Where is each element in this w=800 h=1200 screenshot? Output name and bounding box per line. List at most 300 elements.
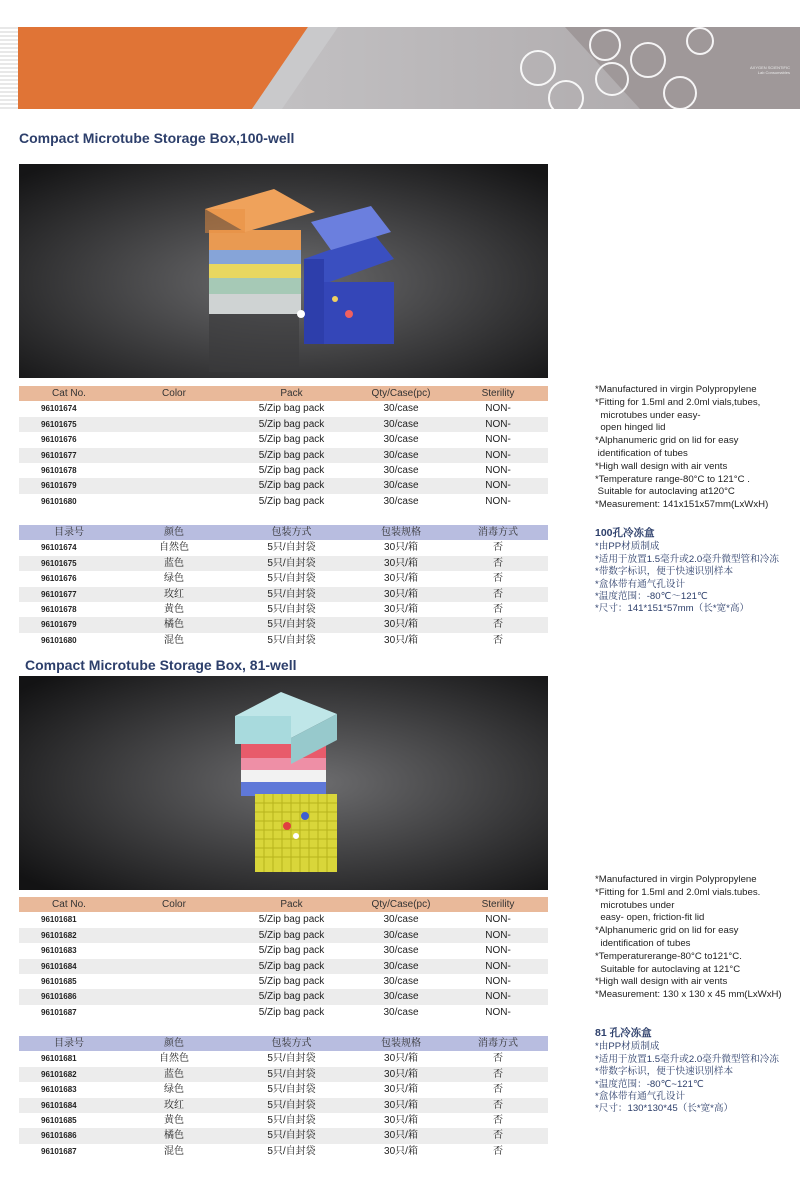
note-line: identification of tubes (595, 447, 688, 459)
cell-cat-no-text: 96101681 (41, 915, 77, 925)
note-line: *Alphanumeric grid on lid for easy (595, 435, 739, 447)
cell-qty-text: 30只/箱 (384, 604, 418, 616)
table-row (19, 1098, 548, 1113)
cell-sterility (448, 617, 548, 632)
table-row (19, 1082, 548, 1097)
cell-pack (229, 912, 354, 927)
cell-qty-text: 30/case (383, 495, 419, 507)
cell-pack-text: 5只/自封袋 (267, 634, 316, 646)
cell-sterility (448, 587, 548, 602)
table-row (19, 633, 548, 648)
note-line: *Fitting for 1.5ml and 2.0ml vials,tubes, (595, 396, 761, 408)
cell-color (119, 1051, 229, 1066)
cell-color-text: 混色 (164, 1145, 184, 1157)
cell-qty (354, 587, 448, 602)
cell-cat-no (19, 1144, 119, 1159)
cell-cat-no-text: 96101674 (41, 404, 77, 414)
cell-sterility (448, 633, 548, 648)
cell-color (119, 494, 229, 509)
cell-sterility (448, 1144, 548, 1159)
cell-pack-text: 5只/自封袋 (267, 1053, 316, 1065)
cell-cat-no (19, 556, 119, 571)
cell-pack-text: 5/Zip bag pack (258, 495, 325, 507)
cell-sterility (448, 556, 548, 571)
cell-sterility (448, 1067, 548, 1082)
table-row (19, 540, 548, 555)
cell-cat-no-text: 96101679 (41, 620, 77, 630)
cell-color (119, 912, 229, 927)
col-header-pack-cn: 包装方式 (229, 1036, 354, 1051)
col-header-qty: Qty/Case(pc) (354, 897, 448, 912)
cell-cat-no (19, 633, 119, 648)
cell-color (119, 602, 229, 617)
col-header-qty: Qty/Case(pc) (354, 386, 448, 401)
section-title-81-well: Compact Microtube Storage Box, 81-well (25, 657, 297, 673)
cell-pack (229, 432, 354, 447)
feature-notes-en-100-well (595, 384, 800, 512)
cell-qty (354, 912, 448, 927)
table-row (19, 1067, 548, 1082)
cell-sterility-text: NON- (485, 495, 511, 507)
feature-notes-en-81-well (595, 874, 800, 1002)
table-row (19, 974, 548, 989)
cell-qty-text: 30/case (383, 960, 419, 972)
cell-qty (354, 1067, 448, 1082)
cell-cat-no (19, 540, 119, 555)
cell-cat-no-text: 96101683 (41, 946, 77, 956)
col-header-qty-cn: 包装规格 (354, 525, 448, 540)
cell-cat-no (19, 943, 119, 958)
cell-cat-no-text: 96101685 (41, 1116, 77, 1126)
col-header-cat-no: Cat No. (19, 386, 119, 401)
product-photo-100-well (19, 164, 548, 378)
cell-qty-text: 30只/箱 (384, 634, 418, 646)
cell-sterility-text: NON- (485, 991, 511, 1003)
cell-qty-text: 30只/箱 (384, 1053, 418, 1065)
cell-sterility-text: 否 (493, 604, 503, 616)
cell-sterility-text: 否 (493, 1068, 503, 1080)
cell-color-text: 玫红 (164, 588, 184, 600)
cell-qty-text: 30/case (383, 945, 419, 957)
cell-cat-no-text: 96101682 (41, 1069, 77, 1079)
cell-qty (354, 974, 448, 989)
note-line: *带数字标识，便于快速识别样本 (595, 1066, 734, 1078)
note-line: *由PP材质制成 (595, 541, 660, 553)
note-line: *尺寸：130*130*45（长*宽*高） (595, 1103, 734, 1115)
cell-cat-no (19, 1051, 119, 1066)
table-row (19, 1144, 548, 1159)
table-row (19, 943, 548, 958)
cell-color (119, 401, 229, 416)
cell-color-text: 橘色 (164, 619, 184, 631)
cell-sterility-text: 否 (493, 542, 503, 554)
cell-color (119, 1067, 229, 1082)
cell-cat-no (19, 1082, 119, 1097)
col-header-sterility-cn: 消毒方式 (448, 525, 548, 540)
cell-sterility-text: 否 (493, 1053, 503, 1065)
cell-cat-no (19, 587, 119, 602)
cn-heading: 81 孔冷冻盒 (595, 1027, 652, 1039)
cell-pack-text: 5只/自封袋 (267, 604, 316, 616)
col-header-pack-cn: 包装方式 (229, 525, 354, 540)
table-row (19, 432, 548, 447)
cell-qty (354, 463, 448, 478)
note-line: easy- open, friction-fit lid (595, 912, 705, 924)
note-line: open hinged lid (595, 422, 666, 434)
col-header-color: Color (119, 386, 229, 401)
note-line: *带数字标识，便于快速识别样本 (595, 566, 734, 578)
cn-notes-list (595, 541, 800, 615)
cell-pack-text: 5只/自封袋 (267, 542, 316, 554)
cell-pack-text: 5/Zip bag pack (258, 976, 325, 988)
cell-sterility (448, 602, 548, 617)
cell-cat-no-text: 96101679 (41, 481, 77, 491)
cell-cat-no (19, 463, 119, 478)
cell-qty (354, 633, 448, 648)
cell-pack-text: 5/Zip bag pack (258, 418, 325, 430)
cell-qty (354, 401, 448, 416)
cell-cat-no-text: 96101675 (41, 419, 77, 429)
cell-sterility (448, 1005, 548, 1020)
cell-sterility-text: 否 (493, 1130, 503, 1142)
cell-qty-text: 30只/箱 (384, 1099, 418, 1111)
cell-pack (229, 617, 354, 632)
cell-cat-no-text: 96101675 (41, 558, 77, 568)
cell-sterility-text: NON- (485, 403, 511, 415)
cell-sterility (448, 989, 548, 1004)
cell-color (119, 556, 229, 571)
banner-side-stripes (0, 27, 18, 109)
cell-qty (354, 1051, 448, 1066)
cell-sterility-text: NON- (485, 465, 511, 477)
spec-rows (19, 912, 548, 1020)
col-header-cat-no: Cat No. (19, 897, 119, 912)
cell-qty-text: 30/case (383, 480, 419, 492)
cell-qty (354, 556, 448, 571)
cell-color-text: 混色 (164, 634, 184, 646)
note-line: *盒体带有通气孔设计 (595, 1091, 686, 1103)
cell-pack-text: 5/Zip bag pack (258, 480, 325, 492)
spec-rows (19, 1051, 548, 1159)
cell-color (119, 974, 229, 989)
note-line: *Manufactured in virgin Polypropylene (595, 384, 757, 395)
cell-sterility-text: NON- (485, 480, 511, 492)
spec-table-cn-100-well (19, 525, 548, 648)
cell-pack-text: 5只/自封袋 (267, 557, 316, 569)
cell-cat-no-text: 96101674 (41, 543, 77, 553)
cell-cat-no-text: 96101683 (41, 1085, 77, 1095)
table-row (19, 1051, 548, 1066)
col-header-sterility: Sterility (448, 386, 548, 401)
cell-pack (229, 571, 354, 586)
cell-cat-no-text: 96101678 (41, 466, 77, 476)
cell-sterility (448, 1098, 548, 1113)
cell-sterility (448, 432, 548, 447)
cell-sterility-text: NON- (485, 434, 511, 446)
note-line: *适用于放置1.5毫升或2.0毫升微型管和冷冻 (595, 553, 779, 565)
cell-pack-text: 5/Zip bag pack (258, 403, 325, 415)
cell-pack-text: 5只/自封袋 (267, 619, 316, 631)
cell-pack (229, 1144, 354, 1159)
cell-pack-text: 5/Zip bag pack (258, 945, 325, 957)
cell-pack-text: 5只/自封袋 (267, 588, 316, 600)
cell-qty (354, 478, 448, 493)
note-line: *尺寸：141*151*57mm（长*宽*高） (595, 603, 750, 615)
cell-qty (354, 1098, 448, 1113)
cell-sterility (448, 943, 548, 958)
cell-qty (354, 943, 448, 958)
note-line: *Manufactured in virgin Polypropylene (595, 874, 757, 885)
col-header-sterility-cn: 消毒方式 (448, 1036, 548, 1051)
cell-color (119, 1144, 229, 1159)
note-line: microtubes under (595, 899, 675, 911)
cell-sterility-text: NON- (485, 929, 511, 941)
cell-sterility-text: 否 (493, 1115, 503, 1127)
feature-notes-cn-81-well (595, 1027, 800, 1116)
cell-cat-no (19, 432, 119, 447)
cell-cat-no (19, 912, 119, 927)
table-row (19, 494, 548, 509)
cell-cat-no-text: 96101687 (41, 1007, 77, 1017)
cell-pack (229, 1051, 354, 1066)
cell-qty (354, 448, 448, 463)
cell-qty-text: 30/case (383, 1006, 419, 1018)
cell-color (119, 432, 229, 447)
cell-sterility-text: NON- (485, 418, 511, 430)
cell-qty-text: 30只/箱 (384, 1145, 418, 1157)
note-line: *Measurement: 141x151x57mm(LxWxH) (595, 499, 769, 511)
cell-qty (354, 540, 448, 555)
cell-pack-text: 5只/自封袋 (267, 1068, 316, 1080)
cell-cat-no-text: 96101677 (41, 589, 77, 599)
cell-sterility-text: NON- (485, 960, 511, 972)
cell-color (119, 1098, 229, 1113)
cell-cat-no-text: 96101684 (41, 961, 77, 971)
cell-sterility-text: 否 (493, 634, 503, 646)
spec-rows (19, 540, 548, 648)
note-line: *Measurement: 130 x 130 x 45 mm(LxWxH) (595, 989, 782, 1001)
cell-color (119, 1082, 229, 1097)
table-row (19, 478, 548, 493)
cell-color (119, 989, 229, 1004)
cell-sterility (448, 959, 548, 974)
cell-cat-no (19, 1098, 119, 1113)
cell-color-text: 玫红 (164, 1099, 184, 1111)
cell-pack (229, 602, 354, 617)
note-line: *温度范围：-80℃～121℃ (595, 591, 708, 603)
cell-pack-text: 5/Zip bag pack (258, 1006, 325, 1018)
spec-rows (19, 401, 548, 509)
cell-pack (229, 540, 354, 555)
cell-cat-no (19, 602, 119, 617)
cell-pack-text: 5只/自封袋 (267, 1084, 316, 1096)
note-line: *适用于放置1.5毫升或2.0毫升微型管和冷冻 (595, 1053, 779, 1065)
cell-qty-text: 30/case (383, 976, 419, 988)
cell-color (119, 1113, 229, 1128)
cell-qty (354, 617, 448, 632)
spec-table-en-100-well (19, 386, 548, 509)
table-row (19, 1113, 548, 1128)
col-header-pack: Pack (229, 897, 354, 912)
cell-pack (229, 556, 354, 571)
table-row (19, 959, 548, 974)
note-line: *High wall design with air vents (595, 460, 728, 472)
cell-color-text: 绿色 (164, 1084, 184, 1096)
note-line: *Alphanumeric grid on lid for easy (595, 925, 739, 937)
cell-pack-text: 5/Zip bag pack (258, 929, 325, 941)
cell-pack-text: 5/Zip bag pack (258, 449, 325, 461)
cell-color-text: 自然色 (159, 542, 189, 554)
cell-pack-text: 5/Zip bag pack (258, 991, 325, 1003)
cell-cat-no (19, 928, 119, 943)
cell-qty-text: 30/case (383, 914, 419, 926)
spec-table-en-81-well (19, 897, 548, 1020)
cell-color (119, 587, 229, 602)
cell-cat-no (19, 1113, 119, 1128)
cell-sterility-text: NON- (485, 914, 511, 926)
cell-pack-text: 5/Zip bag pack (258, 465, 325, 477)
table-row (19, 928, 548, 943)
cell-cat-no-text: 96101676 (41, 435, 77, 445)
cell-color (119, 959, 229, 974)
spec-table-cn-81-well (19, 1036, 548, 1159)
note-line: *Temperature range-80°C to 121°C . (595, 473, 750, 485)
cell-cat-no-text: 96101682 (41, 930, 77, 940)
cell-cat-no-text: 96101677 (41, 450, 77, 460)
cell-pack (229, 478, 354, 493)
cell-pack-text: 5只/自封袋 (267, 1145, 316, 1157)
table-row (19, 989, 548, 1004)
cn-notes-list (595, 1041, 800, 1115)
cell-qty-text: 30/case (383, 403, 419, 415)
table-row (19, 448, 548, 463)
cell-pack (229, 974, 354, 989)
cell-pack-text: 5只/自封袋 (267, 1115, 316, 1127)
cell-cat-no-text: 96101681 (41, 1054, 77, 1064)
cell-qty-text: 30只/箱 (384, 1115, 418, 1127)
cell-qty (354, 571, 448, 586)
cell-pack (229, 463, 354, 478)
banner-small-text-1: AXYGEN SCIENTIFIC (749, 65, 790, 70)
note-line: identification of tubes (595, 937, 691, 949)
cell-cat-no (19, 494, 119, 509)
cell-pack (229, 448, 354, 463)
cell-cat-no-text: 96101686 (41, 1131, 77, 1141)
cell-qty (354, 494, 448, 509)
cell-qty (354, 928, 448, 943)
cell-pack (229, 1113, 354, 1128)
note-line: *Fitting for 1.5ml and 2.0ml vials.tubes. (595, 886, 761, 898)
table-row (19, 571, 548, 586)
cell-sterility-text: 否 (493, 557, 503, 569)
cell-cat-no (19, 417, 119, 432)
col-header-color-cn: 颜色 (119, 525, 229, 540)
cell-pack (229, 633, 354, 648)
note-line: *盒体带有通气孔设计 (595, 578, 686, 590)
cell-cat-no (19, 448, 119, 463)
cell-pack (229, 943, 354, 958)
col-header-color: Color (119, 897, 229, 912)
cell-pack (229, 1098, 354, 1113)
cell-pack (229, 1128, 354, 1143)
header-banner (0, 27, 800, 109)
cn-heading: 100孔冷冻盒 (595, 527, 655, 539)
cell-sterility-text: NON- (485, 1006, 511, 1018)
cell-qty (354, 1113, 448, 1128)
banner-small-text (735, 65, 790, 75)
cell-color-text: 自然色 (159, 1053, 189, 1065)
cell-cat-no (19, 571, 119, 586)
cell-color (119, 448, 229, 463)
cell-sterility-text: 否 (493, 619, 503, 631)
cell-qty-text: 30/case (383, 465, 419, 477)
cell-pack (229, 1005, 354, 1020)
cell-qty-text: 30只/箱 (384, 557, 418, 569)
cell-qty-text: 30/case (383, 449, 419, 461)
cell-sterility (448, 912, 548, 927)
note-line: Suitable for autoclaving at120°C (595, 486, 735, 498)
cell-color-text: 蓝色 (164, 1068, 184, 1080)
cell-cat-no-text: 96101678 (41, 605, 77, 615)
col-header-qty-cn: 包装规格 (354, 1036, 448, 1051)
section-title-100-well: Compact Microtube Storage Box,100-well (19, 130, 295, 146)
cell-color (119, 417, 229, 432)
cell-cat-no-text: 96101680 (41, 496, 77, 506)
cell-cat-no (19, 617, 119, 632)
note-line: Suitable for autoclaving at 121°C (595, 963, 741, 975)
note-line: *温度范围：-80℃~121℃ (595, 1078, 704, 1090)
cell-qty-text: 30只/箱 (384, 1130, 418, 1142)
cell-qty (354, 417, 448, 432)
cell-color-text: 橘色 (164, 1130, 184, 1142)
table-row (19, 463, 548, 478)
cell-cat-no-text: 96101687 (41, 1146, 77, 1156)
cell-cat-no-text: 96101680 (41, 635, 77, 645)
cell-pack-text: 5只/自封袋 (267, 1099, 316, 1111)
cell-qty-text: 30只/箱 (384, 588, 418, 600)
note-line: microtubes under easy- (595, 409, 701, 421)
cell-qty-text: 30/case (383, 991, 419, 1003)
table-row (19, 556, 548, 571)
note-line: *Temperaturerange-80°C to121°C. (595, 950, 742, 962)
cell-sterility (448, 463, 548, 478)
cell-pack (229, 1082, 354, 1097)
cell-cat-no-text: 96101684 (41, 1100, 77, 1110)
cell-sterility (448, 1113, 548, 1128)
cell-sterility-text: 否 (493, 1099, 503, 1111)
cell-qty-text: 30/case (383, 434, 419, 446)
cell-cat-no (19, 1067, 119, 1082)
cell-sterility (448, 1082, 548, 1097)
cell-pack (229, 1067, 354, 1082)
col-header-cat-no-cn: 目录号 (19, 525, 119, 540)
feature-notes-cn-100-well (595, 527, 800, 616)
cell-color (119, 463, 229, 478)
cell-qty-text: 30/case (383, 929, 419, 941)
cell-sterility-text: 否 (493, 573, 503, 585)
cell-pack (229, 401, 354, 416)
col-header-color-cn: 颜色 (119, 1036, 229, 1051)
cell-qty (354, 1128, 448, 1143)
banner-graphic (0, 27, 800, 109)
cell-sterility (448, 401, 548, 416)
cell-sterility (448, 1051, 548, 1066)
cell-pack-text: 5只/自封袋 (267, 573, 316, 585)
cell-qty (354, 602, 448, 617)
cell-qty-text: 30只/箱 (384, 542, 418, 554)
cell-qty (354, 432, 448, 447)
cell-qty (354, 1005, 448, 1020)
